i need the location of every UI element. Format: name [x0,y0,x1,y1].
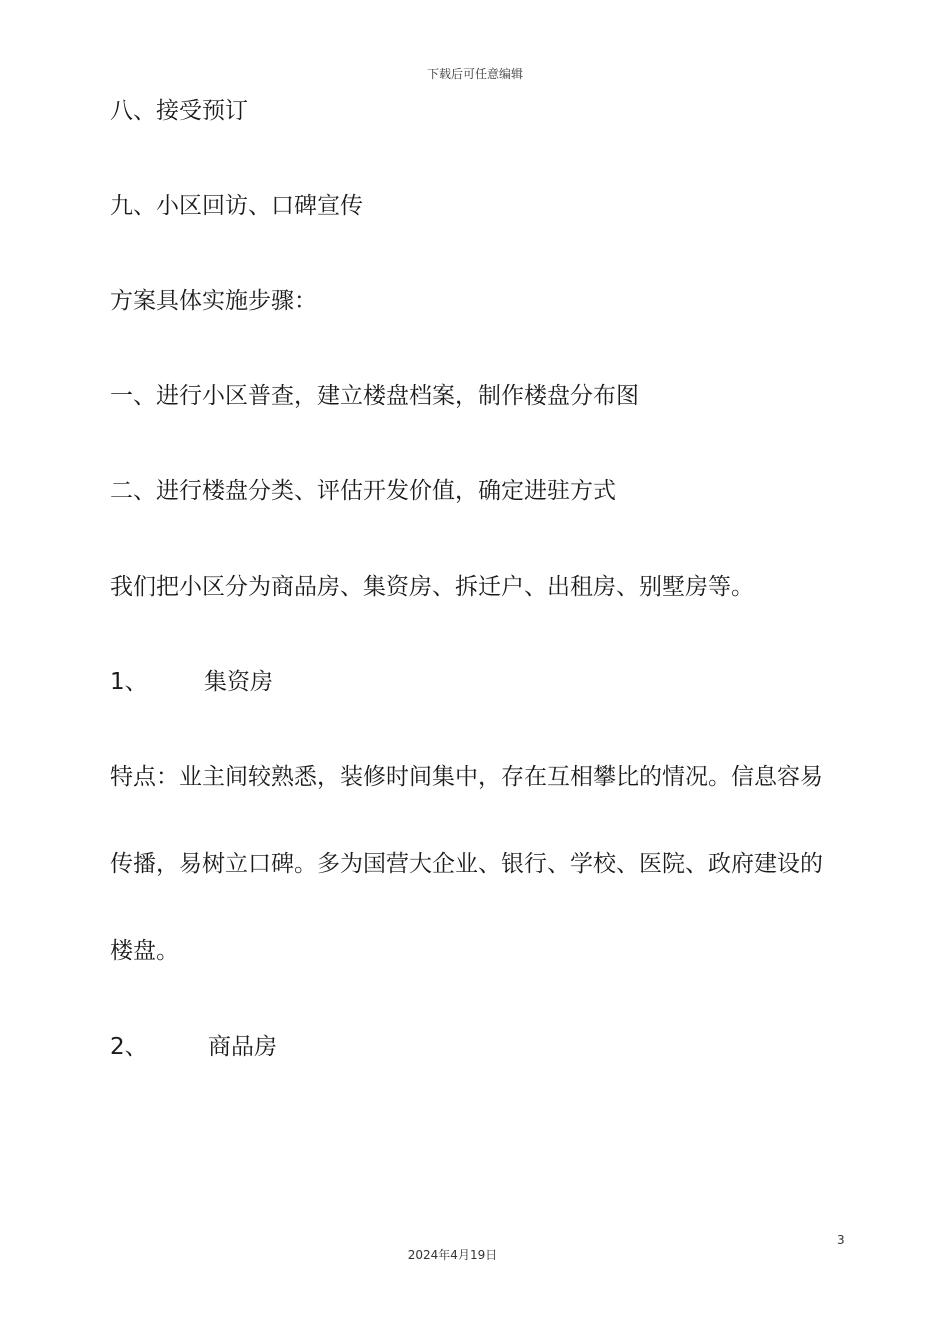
page-number: 3 [837,1233,845,1247]
list-item-2-title: 商品房 [208,1034,277,1060]
list-item-1-title: 集资房 [204,669,273,695]
page-header: 下载后可任意编辑 [426,67,523,81]
list-item-1 [110,668,273,696]
paragraph-line-3: 楼盘。 [110,938,179,964]
heading-accept-booking: 八、接受预订 [110,98,248,124]
heading-community-revisit: 九、小区回访、口碑宣传 [110,193,363,219]
step-one: 一、进行小区普查，建立楼盘档案，制作楼盘分布图 [110,383,639,409]
heading-implementation-steps: 方案具体实施步骤： [110,288,317,314]
list-item-2-number: 2、 [110,1034,148,1060]
list-item-1-number: 1、 [110,669,148,695]
paragraph-line-1: 特点：业主间较熟悉，装修时间集中，存在互相攀比的情况。信息容易 [110,764,823,790]
footer-date: 2024年4月19日 [407,1248,498,1262]
classification-sentence: 我们把小区分为商品房、集资房、拆迁户、出租房、别墅房等。 [110,574,754,600]
paragraph-line-2: 传播，易树立口碑。多为国营大企业、银行、学校、医院、政府建设的 [110,851,823,877]
step-two: 二、进行楼盘分类、评估开发价值，确定进驻方式 [110,478,616,504]
list-item-2 [110,1033,277,1061]
